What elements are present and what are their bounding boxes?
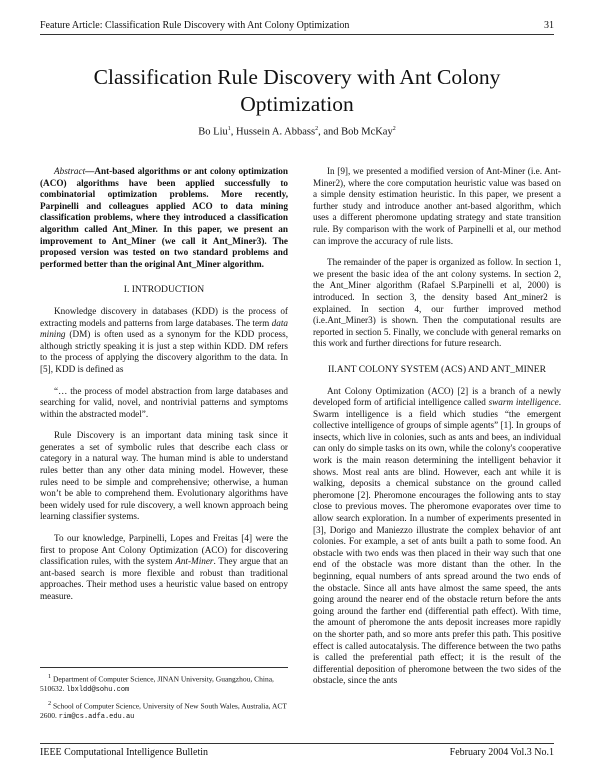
left-column [40,166,288,613]
section-heading-acs: II.ANT COLONY SYSTEM (ACS) AND ANT_MINER [328,363,546,375]
footer-issue: February 2004 Vol.3 No.1 [449,747,554,758]
footer-journal: IEEE Computational Intelligence Bulletin [40,747,209,758]
intro-paragraph-2: Rule Discovery is an important data mining task since it generates a set of symbolic rules that describe each class or category in a natural way. The human mind is able to understand rules better than any other data mining model. However, these rules need to be simple and comprehensive; otherwise, a human won’t be able to comprehend them. Evolutionary algorithms have been widely used for rule discovery, a well known approach being learning classifier systems. [40,430,288,522]
running-header [40,20,554,35]
kdd-definition-quote: “… the process of model abstraction from large databases and searching for valid, novel, and nontrivial patterns and symptoms within the abstracted model”. [40,385,288,419]
header-title: Feature Article: Classification Rule Discovery with Ant Colony Optimization [40,20,350,31]
footnote-1: $^1$ Department of Computer Science, JINAN University, Guangzhou, China, 510632. lbxldd@sohu.com [40,673,274,695]
right-column [313,166,561,697]
footnote-2: $^2$ School of Computer Science, University of New South Wales, Australia, ACT 2600. rim@cs.adfa.edu.au [40,699,287,721]
section-heading-introduction: I. INTRODUCTION [123,284,205,296]
body-paragraph-antminer2: In [9], we presented a modified version of Ant-Miner (i.e. Ant-Miner2), where the core computation heuristic value was based on a simple density estimation heuristic. In this paper, we present a further study and introduce another ant-based algorithm, which uses a different pheromone updating strategy and state transition rule. By comparison with the work of Parpinelli et al, our method can improve the accuracy of rule lists. [313,166,561,246]
author-line: Bo Liu$^1$, Hussein A. Abbass$^2$, and Bob McKay$^2$ [198,126,396,138]
paper-title: Classification Rule Discovery with Ant Colony Optimization [93,65,501,116]
footnotes [40,667,288,725]
intro-paragraph-1: Knowledge discovery in databases (KDD) is the process of extracting models and patterns from large databases. The term data mining (DM) is often used as a synonym for the KDD process, although strictly speaking it is just a step within KDD. DM refers to the process of applying the discovery algorithm to the data. In [5], KDD is defined as [40,305,288,374]
abstract: Abstract—Ant-based algorithms or ant colony optimization (ACO) algorithms have been applied successfully to combinatorial optimization problems. More recently, Parpinelli and colleagues applied ACO to data mining classification problems, where they introduced a classification algorithm called Ant_Miner. In this paper, we present an improvement to Ant_Miner (we call it Ant_Miner3). The proposed version was tested on two standard problems and performed better than the original Ant_Miner algorithm. [40,166,288,269]
body-paragraph-aco: Ant Colony Optimization (ACO) [2] is a branch of a newly developed form of artificial intelligence called swarm intelligence. Swarm intelligence is a field which studies “the emergent collective intelligence of groups of simple agents” [1]. In groups of insects, which live in colonies, such as ants and bees, an individual can only do simple tasks on its own, while the colony's cooperative work is the main reason determining the intelligent behavior it shows. Most real ants are blind. However, each ant while it is walking, deposits a chemical substance on the ground called pheromone [2]. Pheromone encourages the following ants to stay close to previous moves. The pheromone evaporates over time to allow search exploration. In a number of experiments presented in [3], Dorigo and Maniezzo illustrate the complex behavior of ant colonies. For example, a set of ants built a path to some food. An obstacle with two ends was then placed in their way such that one end of the obstacle was more distant than the other. In the beginning, equal numbers of ants spread around the two ends of the obstacle. Since all ants have almost the same speed, the ants going around the nearer end of the obstacle return before the ants going around the farther end (differential path effect). With time, the amount of pheromone the ants deposit increases more rapidly on the shorter path, and so more ants prefer this path. This positive effect is called autocatalysis. The difference between the two paths is called the preferential path effect; it is the result of the differential deposition of pheromone between the two sides of the obstacle, since the ants [313,385,561,686]
intro-paragraph-3: To our knowledge, Parpinelli, Lopes and Freitas [4] were the first to propose Ant Colony Optimization (ACO) for discovering classification rules, with the system Ant-Miner. They argue that an ant-based search is more flexible and robust than traditional approaches. Their method uses a heuristic value based on entropy measure. [40,533,288,601]
page-number: 31 [544,20,554,31]
body-paragraph-organization: The remainder of the paper is organized as follow. In section 1, we present the basic idea of the ant colony systems. In section 2, the Ant_Miner algorithm (Rafael S.Parpinelli et al, 2000) is introduced. In section 3, the density based Ant_miner2 is explained. In section 4, our further improved method (i.e.Ant_Miner3) is shown. Then the computational results are reported in section 5. Finally, we conclude with general remarks on this work and further directions for future research. [313,257,561,349]
running-footer [40,743,554,758]
